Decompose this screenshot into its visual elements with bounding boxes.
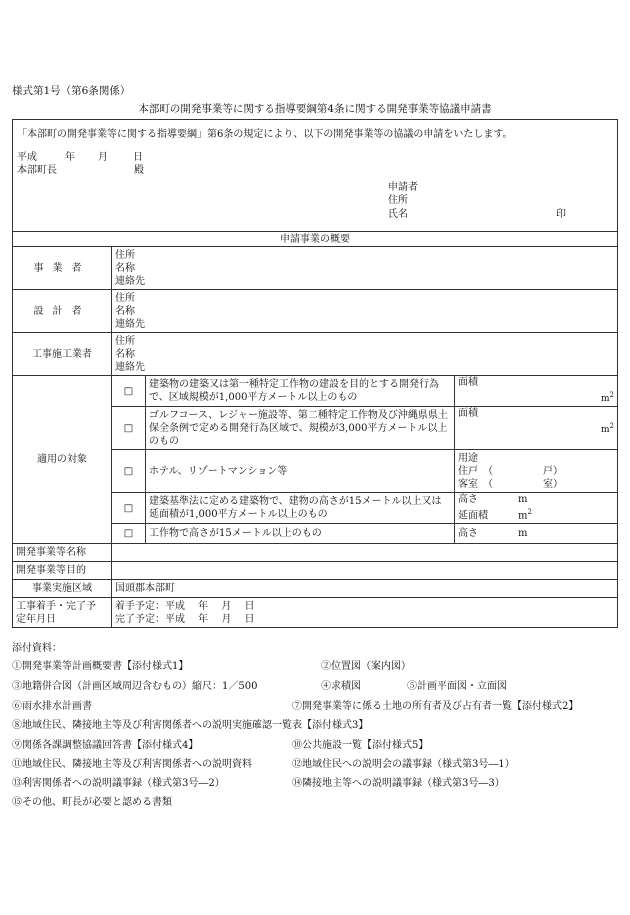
area-label: 事業実施区域: [13, 580, 112, 598]
party-role: 事業者: [13, 247, 112, 290]
party-fields: 住所 名称 連絡先: [112, 247, 618, 290]
scope-label: 適用の対象: [13, 376, 112, 544]
schedule-label: 工事着手・完了予 定年月日: [13, 598, 112, 628]
request-intro: 「本部町の開発事業等に関する指導要綱」第6条の規定により、以下の開発事業等の協議の申請をいたします。: [17, 129, 513, 140]
attachment-item: ⑤計画平面図・立面図: [407, 681, 507, 692]
scope-field: 高さ m 延面積 $m^2$: [455, 493, 618, 524]
date-month: 月: [98, 152, 108, 163]
party-fields: 住所 名称 連絡先: [112, 333, 618, 376]
attachment-item: ①開発事業等計画概要書【添付様式1】: [12, 661, 189, 672]
date-day: 日: [133, 152, 143, 163]
project-purpose-value[interactable]: [112, 562, 618, 580]
scope-description: ゴルフコース、レジャー施設等、第二種特定工作物及び沖縄県県土保全条例で定める開発行為区域で、規模が3,000平方メートル以上のもの: [146, 407, 455, 450]
party-fields: 住所 名称 連絡先: [112, 290, 618, 333]
checkbox[interactable]: □: [112, 407, 146, 450]
attachment-item: ⑫地域住民への説明会の議事録（様式第3号―1）: [292, 759, 515, 770]
attachment-item: ⑬利害関係者への説明議事録（様式第3号―2）: [12, 778, 225, 789]
addressee-suffix: 殿: [134, 165, 144, 176]
checkbox[interactable]: □: [112, 450, 146, 493]
attachment-item: ⑦開発事業等に係る土地の所有者及び占有者一覧【添付様式2】: [292, 701, 579, 712]
checkbox[interactable]: □: [112, 493, 146, 524]
party-role: 設計者: [13, 290, 112, 333]
attachment-item: ⑨関係各課調整協議回答書【添付様式4】: [12, 740, 199, 751]
scope-description: 建築物の建築又は第一種特定工作物の建設を目的とする開発行為で、区域規模が1,000平方メートル以上のもの: [146, 376, 455, 407]
applicant-name-label: 氏名: [388, 209, 408, 220]
attachments-heading: 添付資料：: [12, 643, 62, 654]
attachment-item: ⑮その他、町長が必要と認める書類: [12, 797, 172, 808]
attachment-item: ⑧地域住民、隣接地主等及び利害関係者への説明実施確認一覧表【添付様式3】: [12, 720, 369, 731]
seal-mark: 印: [556, 209, 566, 220]
addressee: 本部町長: [17, 165, 57, 176]
applicant-label: 申請者: [388, 182, 418, 193]
scope-description: ホテル、リゾートマンション等: [146, 450, 455, 493]
scope-field: 面積 $m^2$: [455, 407, 618, 450]
attachment-item: ②位置図（案内図）: [321, 661, 411, 672]
checkbox[interactable]: □: [112, 376, 146, 407]
overview-heading: 申請事業の概要: [13, 232, 618, 247]
area-value: 国頭郡本部町: [112, 580, 618, 598]
attachment-item: ⑥雨水排水計画書: [12, 701, 92, 712]
party-role: 工事施工業者: [13, 333, 112, 376]
form-number: 様式第1号（第6条関係）: [12, 85, 131, 97]
scope-field: 面積 $m^2$: [455, 376, 618, 407]
date-era: 平成: [17, 152, 37, 163]
project-name-label: 開発事業等名称: [13, 544, 112, 562]
application-form-table: [12, 119, 618, 628]
attachment-item: ⑪地域住民、隣接地主等及び利害関係者への説明資料: [12, 759, 252, 770]
schedule-value: 着手予定：平成 年 月 日 完了予定：平成 年 月 日: [112, 598, 618, 628]
scope-description: 建築基準法に定める建築物で、建物の高さが15メートル以上又は延面積が1,000平方メートル以上のもの: [146, 493, 455, 524]
attachment-item: ③地籍併合図（計画区域周辺含むもの）縮尺：1／500: [12, 681, 258, 692]
project-name-value[interactable]: [112, 544, 618, 562]
scope-field: 用途 住戸 （ 戸） 客室 （ 室）: [455, 450, 618, 493]
checkbox[interactable]: □: [112, 524, 146, 544]
scope-field: 高さ m: [455, 524, 618, 544]
project-purpose-label: 開発事業等目的: [13, 562, 112, 580]
attachment-item: ④求積図: [321, 681, 361, 692]
attachment-item: ⑩公共施設一覧【添付様式5】: [292, 740, 429, 751]
applicant-address-label: 住所: [388, 195, 408, 206]
attachment-item: ⑭隣接地主等への説明議事録（様式第3号―3）: [292, 778, 505, 789]
date-year: 年: [65, 152, 75, 163]
document-title: 本部町の開発事業等に関する指導要綱第4条に関する開発事業等協議申請書: [138, 103, 492, 115]
request-block: [13, 120, 618, 232]
scope-description: 工作物で高さが15メートル以上のもの: [146, 524, 455, 544]
